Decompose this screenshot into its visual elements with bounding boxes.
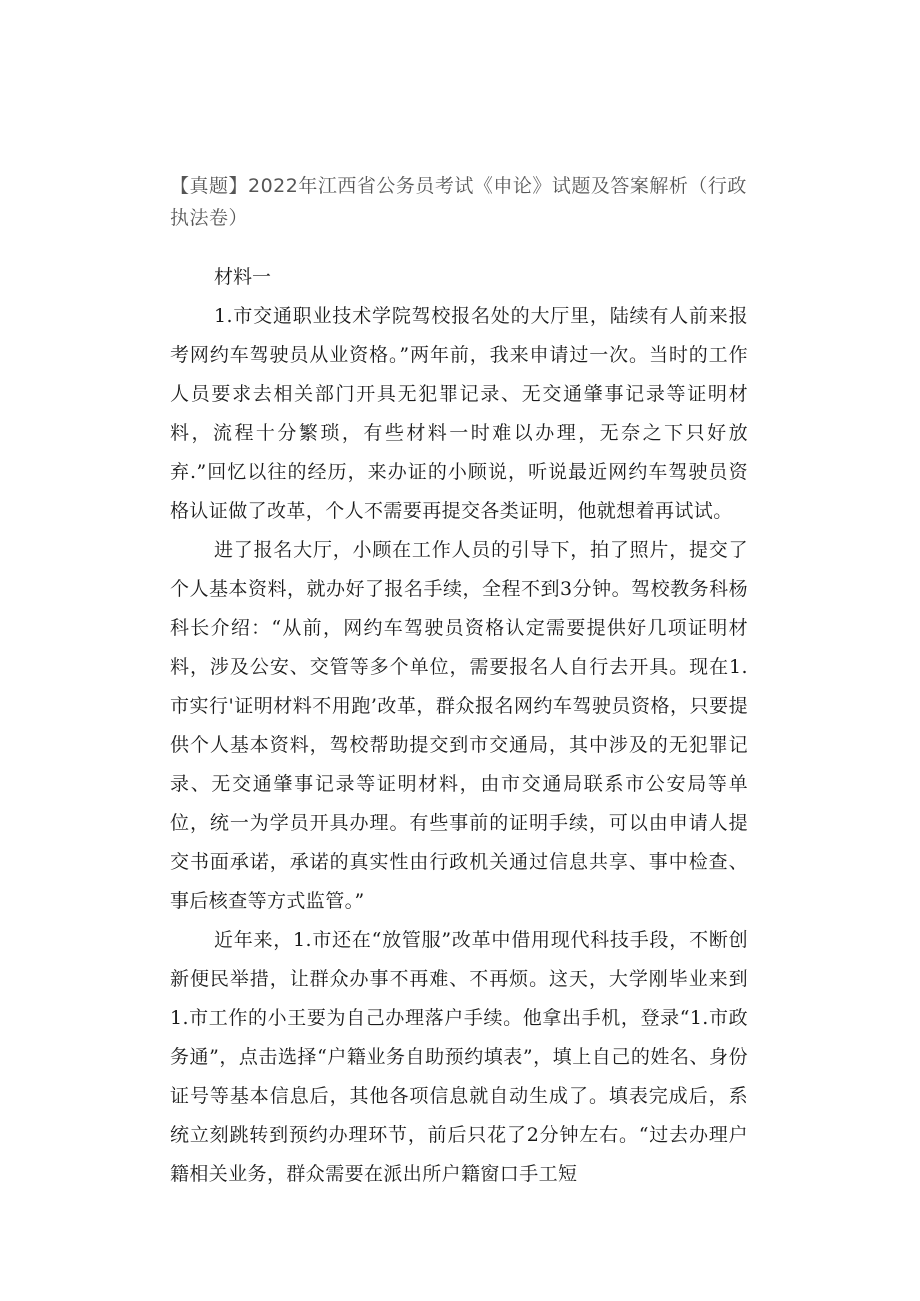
section-heading: 材料一	[214, 266, 272, 288]
paragraph-1: 1.市交通职业技术学院驾校报名处的大厅里，陆续有人前来报考网约车驾驶员从业资格。”两年前，我来申请过一次。当时的工作人员要求去相关部门开具无犯罪记录、无交通肇事记录等证明材料，流程十分繁琐，有些材料一时难以办理，无奈之下只好放弃.”回忆以往的经历，来办证的小顾说，听说最近网约车驾驶员资格认证做了改革，个人不需要再提交各类证明，他就想着再试试。	[170, 305, 748, 522]
document-body	[170, 258, 748, 1194]
document-title: 【真题】2022年江西省公务员考试《申论》试题及答案解析（行政执法卷）	[170, 175, 747, 229]
paragraph-2: 进了报名大厅，小顾在工作人员的引导下，拍了照片，提交了个人基本资料，就办好了报名手续，全程不到3分钟。驾校教务科杨科长介绍：“从前，网约车驾驶员资格认定需要提供好几项证明材料，涉及公安、交管等多个单位，需要报名人自行去开具。现在1.市实行'证明材料不用跑’改革，群众报名网约车驾驶员资格，只要提供个人基本资料，驾校帮助提交到市交通局，其中涉及的无犯罪记录、无交通肇事记录等证明材料，由市交通局联系市公安局等单位，统一为学员开具办理。有些事前的证明手续，可以由申请人提交书面承诺，承诺的真实性由行政机关通过信息共享、事中检查、事后核查等方式监管。”	[170, 539, 748, 912]
paragraph-3: 近年来，1.市还在“放管服”改革中借用现代科技手段，不断创新便民举措，让群众办事不再难、不再烦。这天，大学刚毕业来到1.市工作的小王要为自己办理落户手续。他拿出手机，登录“1.市政务通”，点击选择“户籍业务自助预约填表”，填上自己的姓名、身份证号等基本信息后，其他各项信息就自动生成了。填表完成后，系统立刻跳转到预约办理环节，前后只花了2分钟左右。“过去办理户籍相关业务，群众需要在派出所户籍窗口手工短	[170, 929, 748, 1185]
